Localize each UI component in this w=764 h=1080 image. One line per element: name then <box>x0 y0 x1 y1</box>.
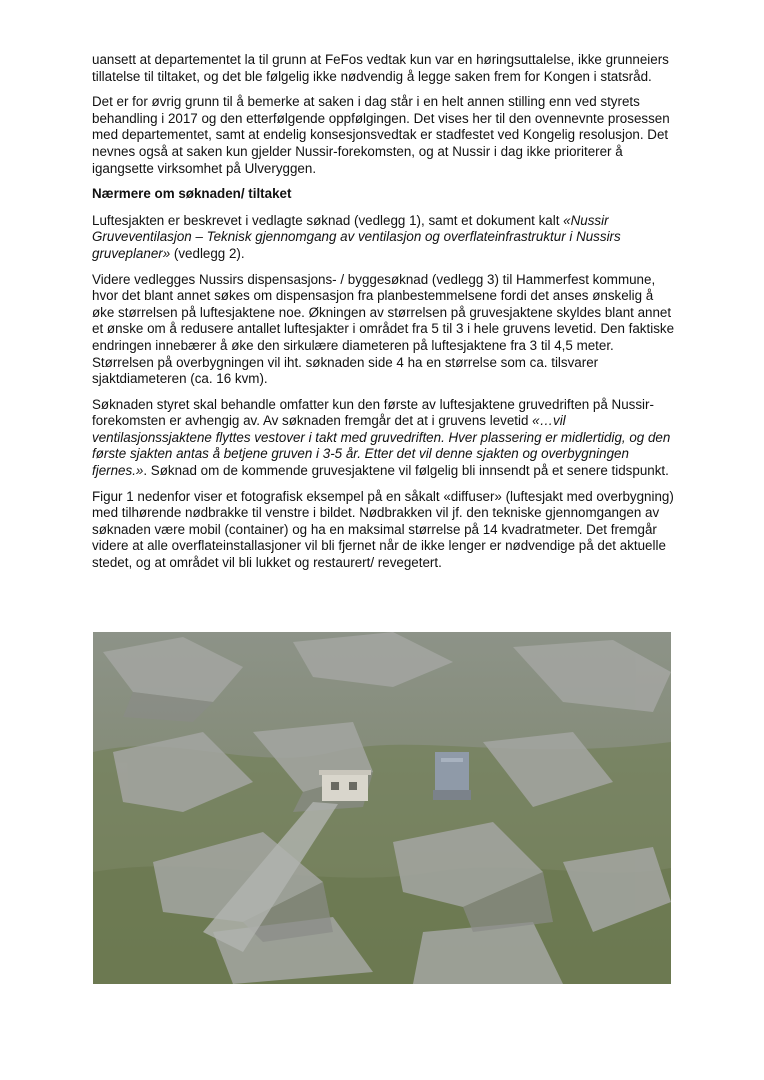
figure-photo <box>93 632 671 984</box>
section-heading: Nærmere om søknaden/ tiltaket <box>92 186 292 202</box>
ventilation-diffuser <box>433 752 471 800</box>
paragraph-5 <box>92 397 677 480</box>
paragraph-5-quote: «…vil ventilasjonssjaktene flyttes vestover i takt med gruvedriften. Hver plassering er midlertidig, og den første sjakten antas å betjene gruven i 3-5 år. Etter det vil denne sjakten og overbygningen fjernes.» <box>92 413 671 479</box>
paragraph-3-text-c: (vedlegg 2). <box>170 245 245 261</box>
paragraph-1: uansett at departementet la til grunn at FeFos vedtak kun var en høringsuttalelse, ikke grunneiers tillatelse til tiltaket, og det ble følgelig ikke nødvendig å legge saken frem for Kongen i statsråd. <box>92 52 669 84</box>
paragraph-3 <box>92 213 677 263</box>
paragraph-5-text-a: Søknaden styret skal behandle omfatter kun den første av luftesjaktene gruvedriften på Nussir-forekomsten er avhengig av. Av søknaden fremgår det at i gruvens levetid <box>92 396 654 429</box>
landscape-photo-illustration <box>93 632 671 984</box>
paragraph-3-text-a: Luftesjakten er beskrevet i vedlagte søknad (vedlegg 1), samt et dokument kalt <box>92 212 564 228</box>
paragraph-6: Figur 1 nedenfor viser et fotografisk eksempel på en såkalt «diffuser» (luftesjakt med overbygning) med tilhørende nødbrakke til venstre i bildet. Nødbrakken vil jf. den tekniske gjennomgangen av søknaden være mobil (container) og ha en maksimal størrelse på 14 kvadratmeter. Det fremgår videre at alle overflateinstallasjoner vil bli fjernet når de ikke lenger er nødvendige på det aktuelle stedet, og at området vil bli lukket og restaurert/ revegetert. <box>92 488 674 571</box>
paragraph-2: Det er for øvrig grunn til å bemerke at saken i dag står i en helt annen stilling enn ved styrets behandling i 2017 og den etterfølgende oppfølgingen. Det vises her til den ovennevnte prosessen med departementet, samt at endelig konsesjonsvedtak er stadfestet ved Kongelig resolusjon. Det nevnes også at saken kun gjelder Nussir-forekomsten, og at Nussir i dag ikke prioriterer å igangsette virksomhet på Ulveryggen. <box>92 94 670 176</box>
body-text <box>92 52 677 581</box>
paragraph-3-quote: «Nussir Gruveventilasjon – Teknisk gjennomgang av ventilasjon og overflateinfrastruktur i Nussirs gruveplaner» <box>92 212 621 261</box>
emergency-hut <box>319 770 371 801</box>
paragraph-4: Videre vedlegges Nussirs dispensasjons- / byggesøknad (vedlegg 3) til Hammerfest kommune, hvor det blant annet søkes om dispensasjon fra planbestemmelsene fordi det anses ønskelig å øke størrelsen på luftesjaktene noe. Økningen av størrelsen på gruvesjaktene skyldes blant annet et ønske om å redusere antallet luftesjakter i området fra 5 til 3 i hele gruvens levetid. Den faktiske endringen innebærer å øke den sirkulære diameteren på luftesjaktene fra 3 til 4,5 meter. Størrelsen på overbygningen vil iht. søknaden side 4 ha en størrelse som ca. tilsvarer sjaktdiameteren (ca. 16 kvm). <box>92 271 675 387</box>
paragraph-5-text-c: . Søknad om de kommende gruvesjaktene vil følgelig bli innsendt på et senere tidspunkt. <box>143 463 669 479</box>
